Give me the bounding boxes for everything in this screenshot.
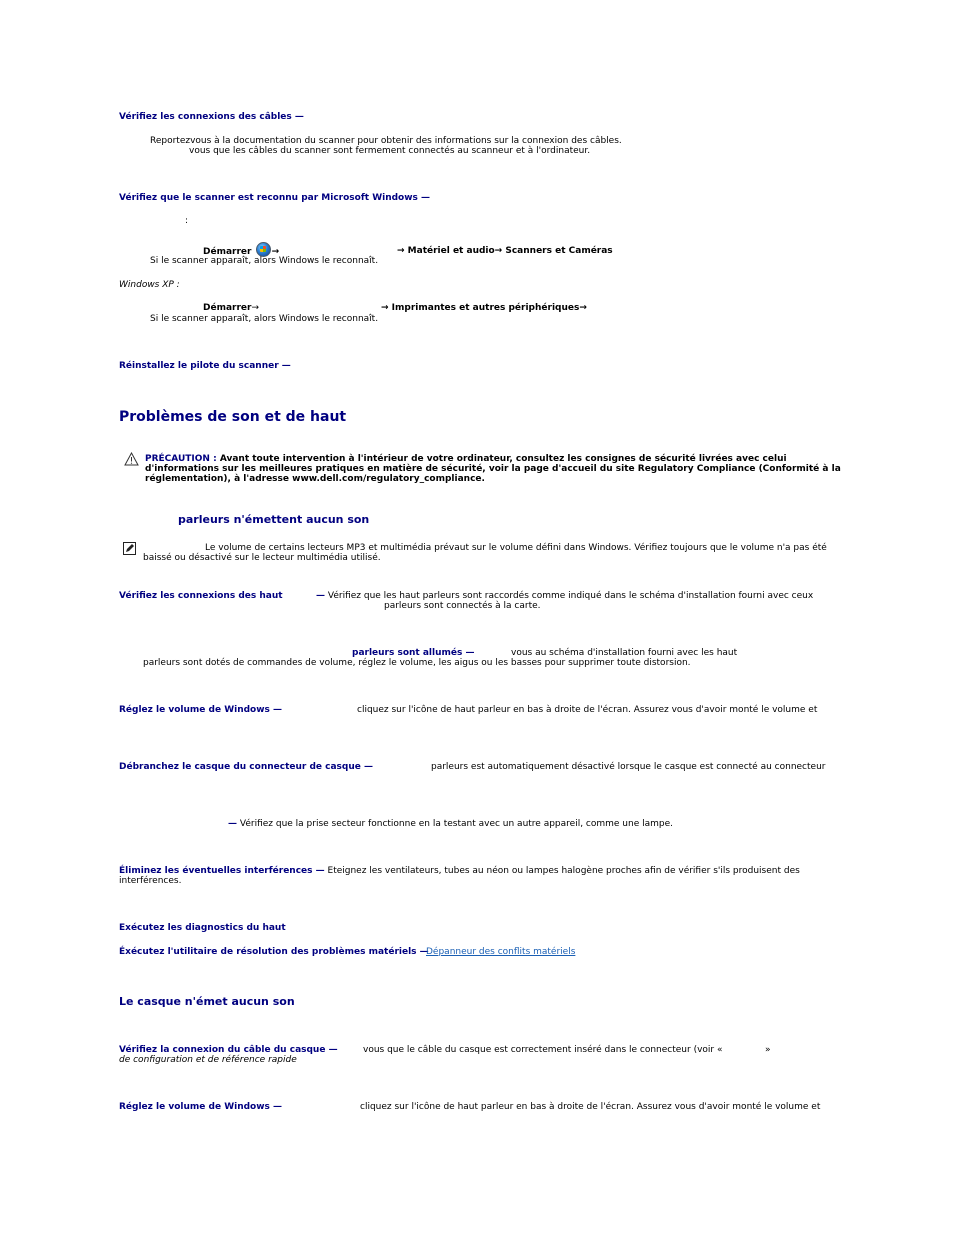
speaker-connections-text bbox=[316, 591, 813, 601]
interference-line-1 bbox=[119, 866, 800, 876]
windows-start-orb-icon bbox=[256, 242, 271, 257]
speaker-connections-text-1: Vérifiez que les haut parleurs sont raccordés comme indiqué dans le schéma d'installation fourni avec ceux bbox=[327, 591, 814, 601]
xp-start-step bbox=[203, 303, 259, 313]
check-cables-heading: Vérifiez les connexions des câbles — bbox=[119, 112, 304, 122]
sound-section-title: Problèmes de son et de haut bbox=[119, 409, 347, 425]
caution-line-2: d'informations sur les meilleures pratiques en matière de sécurité, voir la page d'accueil du site Regulatory Compliance (Conformité à la bbox=[145, 464, 841, 474]
headset-windows-volume-text: cliquez sur l'icône de haut parleur en bas à droite de l'écran. Assurez vous d'avoir monté le volume et bbox=[360, 1102, 821, 1112]
cables-instruction-2: vous que les câbles du scanner sont fermement connectés au scanneur et à l'ordinateur. bbox=[189, 146, 591, 156]
speaker-connections-dash: — bbox=[316, 591, 325, 601]
speakers-on-text-1: vous au schéma d'installation fourni avec les haut bbox=[511, 648, 738, 658]
vista-start-step bbox=[203, 242, 279, 257]
warning-triangle-icon bbox=[124, 452, 139, 466]
vista-start-label: Démarrer bbox=[203, 247, 252, 257]
unplug-headphones-heading: Débranchez le casque du connecteur de casque — bbox=[119, 762, 373, 772]
reinstall-driver-heading: Réinstallez le pilote du scanner — bbox=[119, 361, 291, 371]
interference-heading: Éliminez les éventuelles interférences — bbox=[119, 866, 325, 876]
caution-label: PRÉCAUTION : bbox=[145, 454, 217, 464]
interference-text-1: Eteignez les ventilateurs, tubes au néon ou lampes halogène proches afin de vérifier s'ils produisent des bbox=[327, 866, 800, 876]
speakers-on-heading: parleurs sont allumés — bbox=[352, 648, 475, 658]
caution-text-1: Avant toute intervention à l'intérieur de votre ordinateur, consultez les consignes de sécurité livrées avec celui bbox=[219, 454, 787, 464]
power-outlet-text-1: Vérifiez que la prise secteur fonctionne en la testant avec un autre appareil, comme une lampe. bbox=[239, 819, 674, 829]
no-sound-subtitle: parleurs n'émettent aucun son bbox=[178, 513, 370, 526]
xp-start-label: Démarrer bbox=[203, 303, 252, 313]
power-outlet-text bbox=[228, 819, 673, 829]
speakers-on-text-2: parleurs sont dotés de commandes de volume, réglez le volume, les aigus ou les basses pour supprimer toute distorsion. bbox=[143, 658, 691, 668]
unplug-headphones-text: parleurs est automatiquement désactivé lorsque le casque est connecté au connecteur bbox=[431, 762, 826, 772]
vista-arrow: → bbox=[271, 247, 280, 257]
speaker-connections-text-2: parleurs sont connectés à la carte. bbox=[384, 601, 541, 611]
xp-result: Si le scanner apparaît, alors Windows le reconnaît. bbox=[150, 314, 379, 324]
note-pencil-icon bbox=[123, 542, 136, 555]
scanner-recognized-heading: Vérifiez que le scanner est reconnu par Microsoft Windows — bbox=[119, 193, 431, 203]
xp-label: Windows XP : bbox=[119, 280, 180, 290]
run-speaker-diagnostics-heading: Exécutez les diagnostics du haut bbox=[119, 923, 286, 933]
vista-label-colon: : bbox=[185, 216, 189, 226]
hardware-troubleshooter-heading: Éxécutez l'utilitaire de résolution des problèmes matériels — bbox=[119, 947, 429, 957]
setup-quick-reference-guide: de configuration et de référence rapide bbox=[119, 1055, 297, 1065]
caution-line-3: réglementation), à l'adresse www.dell.com/regulatory_compliance. bbox=[145, 474, 485, 484]
vista-path: → Matériel et audio→ Scanners et Caméras bbox=[397, 246, 613, 256]
caution-line-1 bbox=[145, 454, 787, 464]
headset-section-title: Le casque n'émet aucun son bbox=[119, 995, 295, 1008]
xp-path: → Imprimantes et autres périphériques→ bbox=[381, 303, 587, 313]
power-outlet-dash: — bbox=[228, 819, 237, 829]
cables-instruction-1: Reportezvous à la documentation du scanner pour obtenir des informations sur la connexion des câbles. bbox=[150, 136, 622, 146]
note-line-1: Le volume de certains lecteurs MP3 et multimédia prévaut sur le volume défini dans Windows. Vérifiez toujours que le volume n'a pas été bbox=[205, 543, 827, 553]
adjust-windows-volume-heading: Réglez le volume de Windows — bbox=[119, 705, 283, 715]
hardware-conflicts-link[interactable]: Dépanneur des conflits matériels bbox=[426, 947, 576, 957]
headset-windows-volume-heading: Réglez le volume de Windows — bbox=[119, 1102, 283, 1112]
check-headset-cable-heading: Vérifiez la connexion du câble du casque — bbox=[119, 1045, 338, 1055]
xp-arrow: → bbox=[251, 303, 259, 313]
adjust-windows-volume-text: cliquez sur l'icône de haut parleur en bas à droite de l'écran. Assurez vous d'avoir monté le volume et bbox=[357, 705, 818, 715]
check-speaker-connections-heading: Vérifiez les connexions des haut bbox=[119, 591, 283, 601]
headset-cable-close-quote: » bbox=[765, 1045, 771, 1055]
vista-result: Si le scanner apparaît, alors Windows le reconnaît. bbox=[150, 256, 379, 266]
note-line-2: baissé ou désactivé sur le lecteur multimédia utilisé. bbox=[143, 553, 381, 563]
headset-cable-text: vous que le câble du casque est correctement inséré dans le connecteur (voir « bbox=[363, 1045, 723, 1055]
interference-text-2: interférences. bbox=[119, 876, 182, 886]
